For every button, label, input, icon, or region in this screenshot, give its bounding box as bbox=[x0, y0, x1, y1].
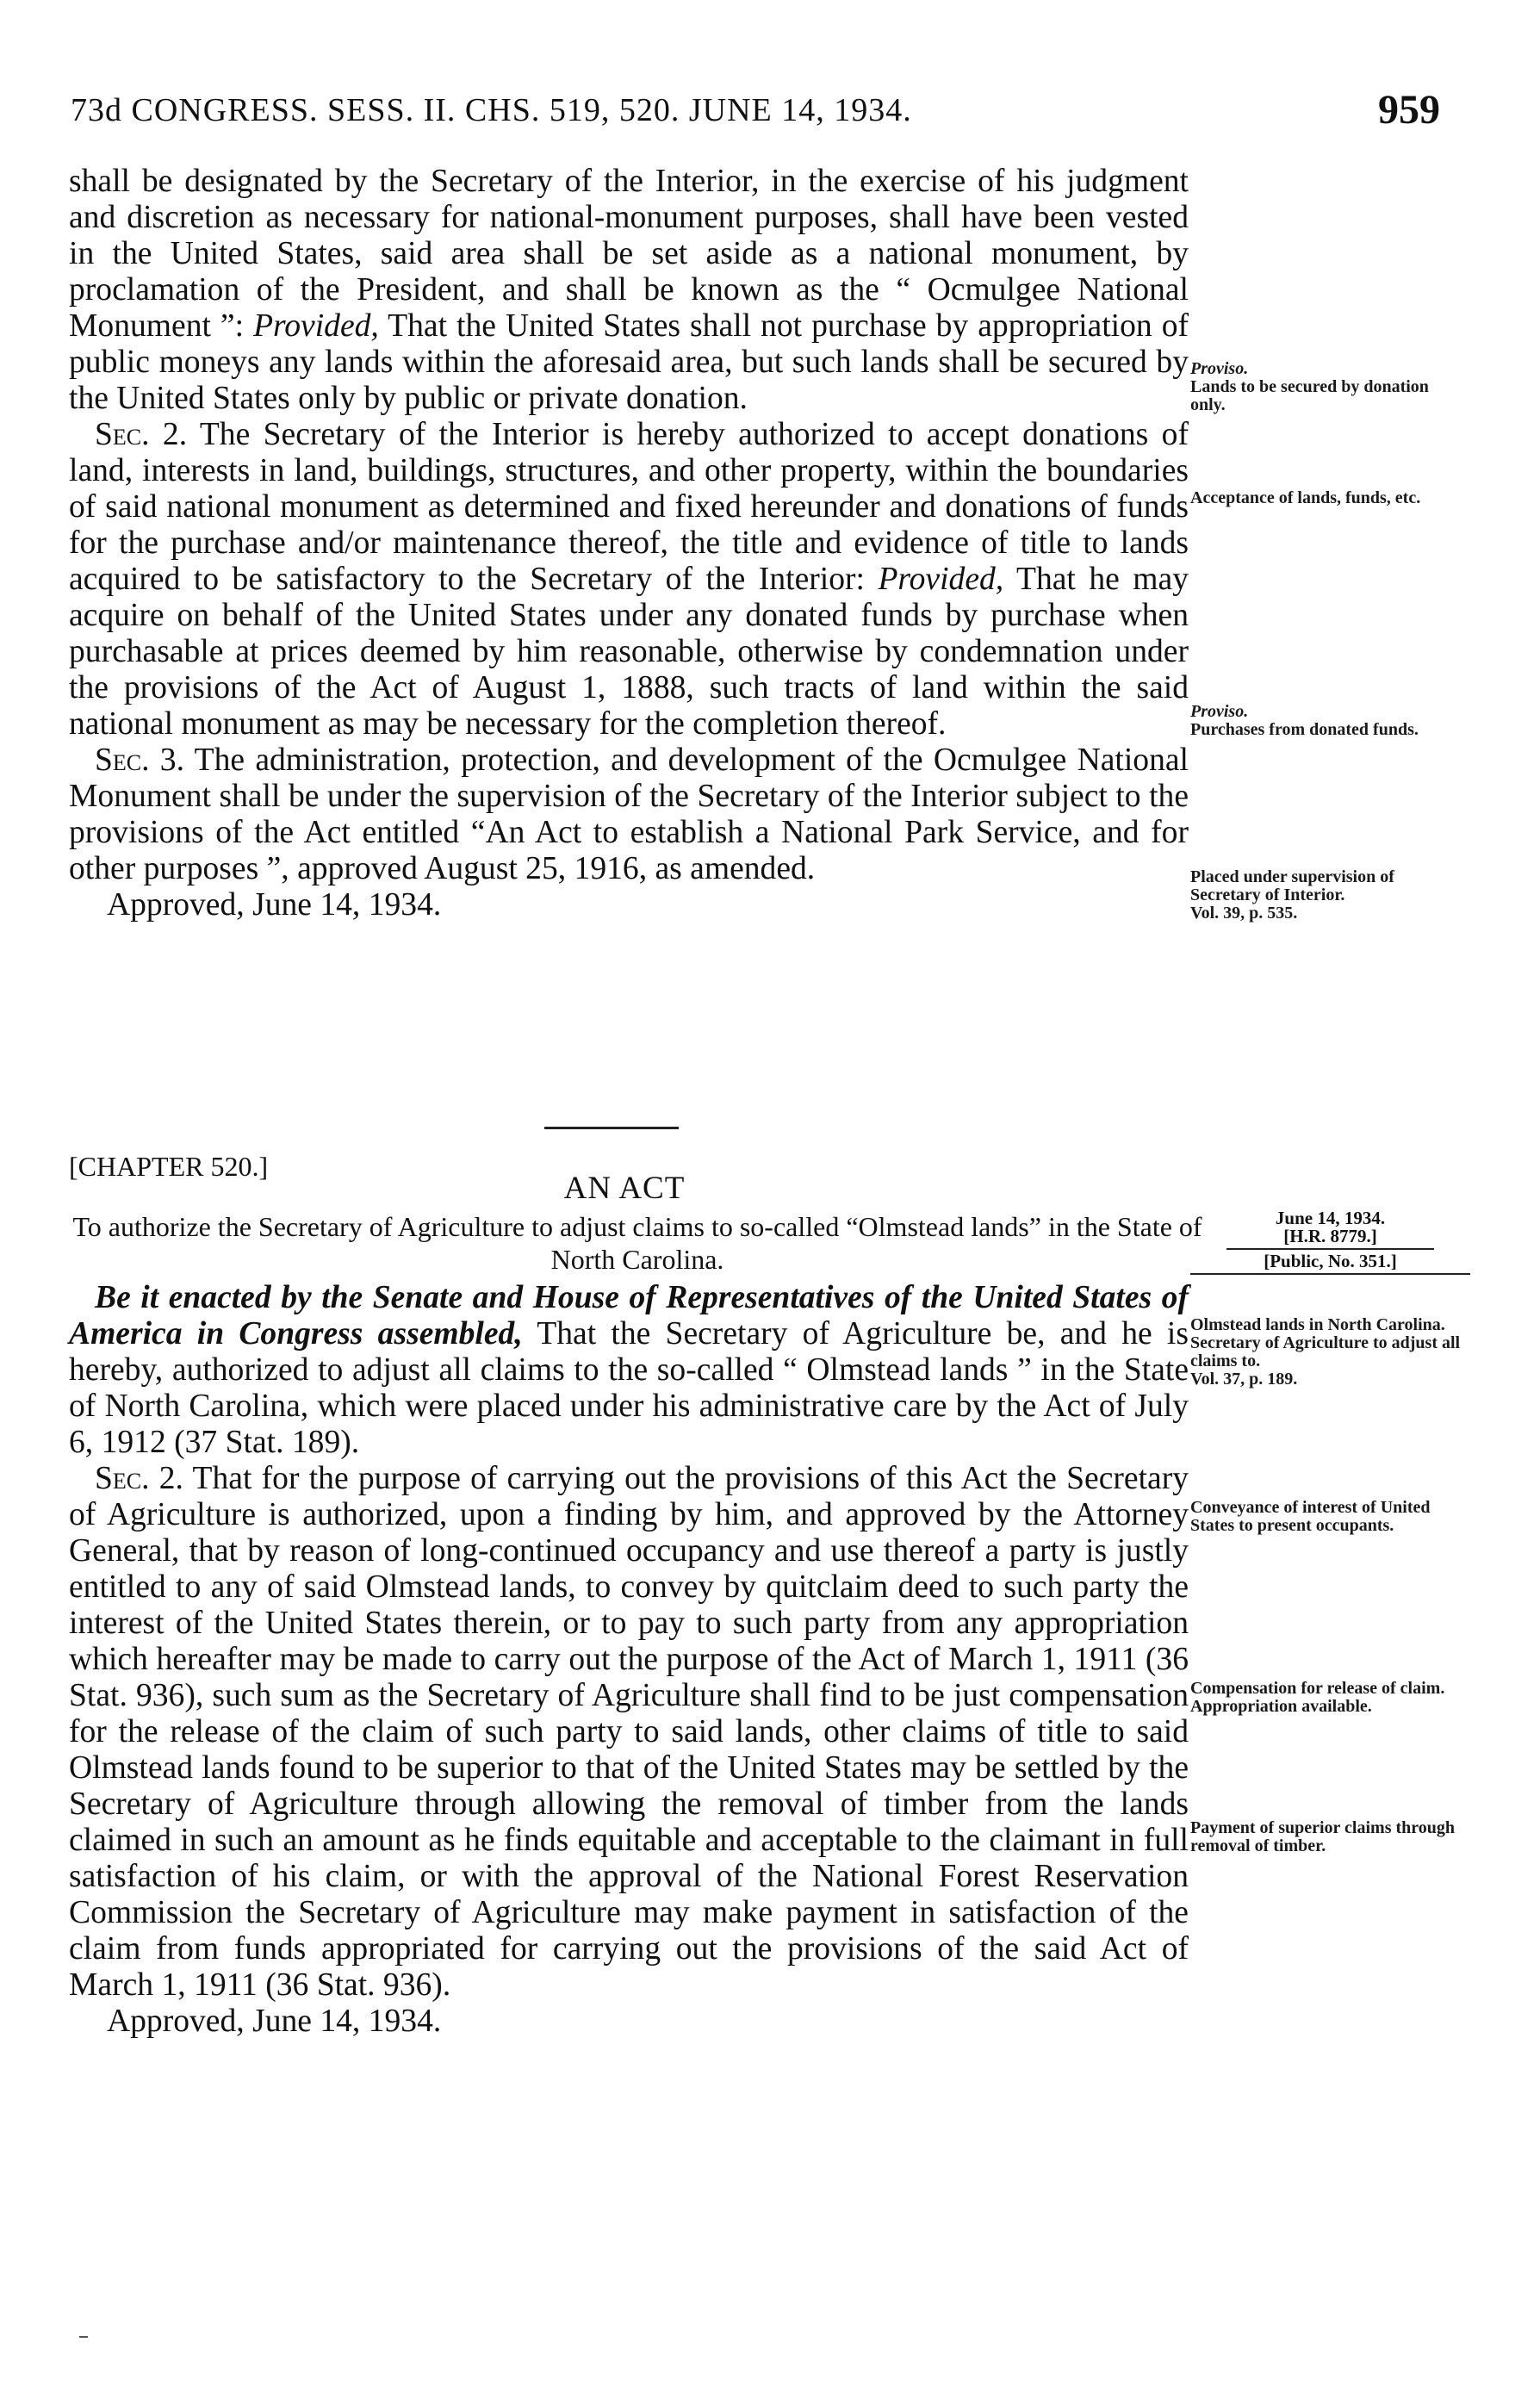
act-date: June 14, 1934. bbox=[1275, 1208, 1386, 1228]
chapter-divider-rule bbox=[544, 1127, 679, 1129]
ch520-sec2-text: That for the purpose of carrying out the provisions of this Act the Secretary of Agriculture is authorized, upon a finding by him, and approved by the Attorney General, that by reason of long-continued occupancy and use thereof a party is justly entitled to any of said Olmstead lands, to convey by quitclaim deed to such party the interest of the United States therein, or to pay to such party from any appropriation which hereafter may be made to carry out the purpose of the Act of March 1, 1911 (36 Stat. 936), such sum as the Secretary of Agriculture shall find to be just compensation for the release of the claim of such party to said lands, other claims of title to said Olmstead lands found to be superior to that of the United States may be settled by the Secretary of Agriculture through allowing the removal of timber from the lands claimed in such an amount as he finds equitable and acceptable to the claimant in full satisfaction of his claim, or with the approval of the National Forest Reservation Commission the Secretary of Agriculture may make payment in satisfaction of the claim from funds appropriated for carrying out the provisions of the said Act of March 1, 1911 (36 Stat. 936). bbox=[69, 1461, 1189, 2003]
margin-note-conveyance: Conveyance of interest of United States to present occupants. bbox=[1190, 1498, 1431, 1535]
footer-mark bbox=[79, 2336, 88, 2338]
margin-note-proviso-purchases bbox=[1190, 703, 1466, 739]
ch519-sec2-text-a: The Secretary of the Interior is hereby authorized to accept donations of land, interests in land, buildings, structures, and other property, within the boundaries of said national monument as determined and fixed hereunder and donations of funds for the purchase and/or maintenance thereof, the title and evidence of title to lands acquired to be satisfactory to the Secretary of the Interior: bbox=[69, 417, 1189, 597]
margin-note-compensation-text: Compensation for release of claim. bbox=[1190, 1679, 1445, 1698]
margin-note-timber: Payment of superior claims through removal of timber. bbox=[1190, 1818, 1456, 1855]
ch519-sec2-text-b: That he may acquire on behalf of the United States under any donated funds by purchase when purchasable at prices deemed by him reasonable, otherwise by condemnation under the provisions of the Act of August 1, 1888, such tracts of land within the said national monument as may be necessary for the completion thereof. bbox=[69, 562, 1189, 742]
margin-note-adjust-claims: Secretary of Agriculture to adjust all claims to. bbox=[1190, 1333, 1461, 1370]
enacting-clause: Be it enacted by the Senate and House of Representatives of the United States of America in Congress assembled, bbox=[69, 1280, 1189, 1351]
margin-note-compensation bbox=[1190, 1680, 1466, 1716]
chapter-519-text bbox=[69, 164, 1189, 923]
running-head bbox=[71, 86, 1440, 138]
ch520-section-1 bbox=[69, 1280, 1189, 1461]
margin-note-proviso-donation bbox=[1190, 360, 1466, 414]
margin-note-supervision-text: Placed under supervision of Secretary of Interior. bbox=[1190, 867, 1394, 904]
ch519-approved: Approved, June 14, 1934. bbox=[107, 887, 442, 923]
margin-note-olmstead bbox=[1190, 1316, 1466, 1389]
act-heading: AN ACT bbox=[563, 1171, 686, 1206]
act-public-number: [Public, No. 351.] bbox=[1190, 1252, 1470, 1275]
ch519-sec2-proviso: Provided, bbox=[878, 562, 1004, 597]
ch520-section-2 bbox=[69, 1461, 1189, 2004]
chapter-520-text bbox=[69, 1280, 1189, 2040]
ch519-sec2-label: Sec. 2. bbox=[95, 417, 188, 452]
ch519-sec3-text: The administration, protection, and development of the Ocmulgee National Monument shall be under the supervision of the Secretary of the Interior subject to the provisions of the Act entitled “An Act to establish a National Park Service, and for other purposes ”, approved August 25, 1916, as amended. bbox=[69, 743, 1189, 886]
margin-note-vol-39: Vol. 39, p. 535. bbox=[1190, 904, 1298, 923]
ch519-paragraph-1 bbox=[69, 164, 1189, 417]
act-bill-number: [H.R. 8779.] bbox=[1226, 1227, 1434, 1250]
margin-note-supervision bbox=[1190, 868, 1466, 923]
margin-note-proviso-label: Proviso. bbox=[1190, 359, 1249, 378]
ch520-approved: Approved, June 14, 1934. bbox=[107, 2004, 442, 2039]
margin-note-donation-only: Lands to be secured by donation only. bbox=[1190, 377, 1429, 414]
page-number: 959 bbox=[1378, 87, 1440, 133]
chapter-520-label: [CHAPTER 520.] bbox=[69, 1151, 269, 1182]
ch519-p1-text: shall be designated by the Secretary of the Interior, in the exercise of his judgment and discretion as necessary for national-monument purposes, shall have been vested in the United States, said area shall be set aside as a national monument, by proclamation of the President, and shall be known as the “ Ocmulgee National Monument ”: bbox=[69, 164, 1189, 344]
ch519-section-3 bbox=[69, 743, 1189, 887]
ch519-p1-rest: That the United States shall not purchase by appropriation of public moneys any lands within the aforesaid area, but such lands shall be secured by the United States only by public or private donation. bbox=[69, 308, 1189, 416]
running-head-text: 73d CONGRESS. SESS. II. CHS. 519, 520. JUNE 14, 1934. bbox=[71, 92, 912, 128]
act-margin-info bbox=[1190, 1209, 1470, 1275]
ch519-p1-proviso: Provided, bbox=[253, 308, 379, 344]
ch519-section-2 bbox=[69, 417, 1189, 743]
margin-note-olmstead-lands: Olmstead lands in North Carolina. bbox=[1190, 1315, 1445, 1334]
margin-note-acceptance: Acceptance of lands, funds, etc. bbox=[1190, 488, 1421, 507]
ch520-sec1-text: That the Secretary of Agriculture be, and he is hereby, authorized to adjust all claims to the so-called “ Olmstead lands ” in the State of North Carolina, which were placed under his administrative care by the Act of July 6, 1912 (37 Stat. 189). bbox=[69, 1316, 1189, 1460]
act-title-description: To authorize the Secretary of Agriculture to adjust claims to so-called “Olmstead lands” in the State of North Carolina. bbox=[72, 1211, 1202, 1275]
ch520-sec2-label: Sec. 2. bbox=[95, 1461, 183, 1496]
ch519-sec3-label: Sec. 3. bbox=[95, 743, 184, 778]
margin-note-purchases: Purchases from donated funds. bbox=[1190, 720, 1419, 739]
margin-note-proviso-label-2: Proviso. bbox=[1190, 702, 1249, 721]
margin-note-appropriation: Appropriation available. bbox=[1190, 1697, 1372, 1716]
margin-note-vol-37: Vol. 37, p. 189. bbox=[1190, 1370, 1298, 1389]
